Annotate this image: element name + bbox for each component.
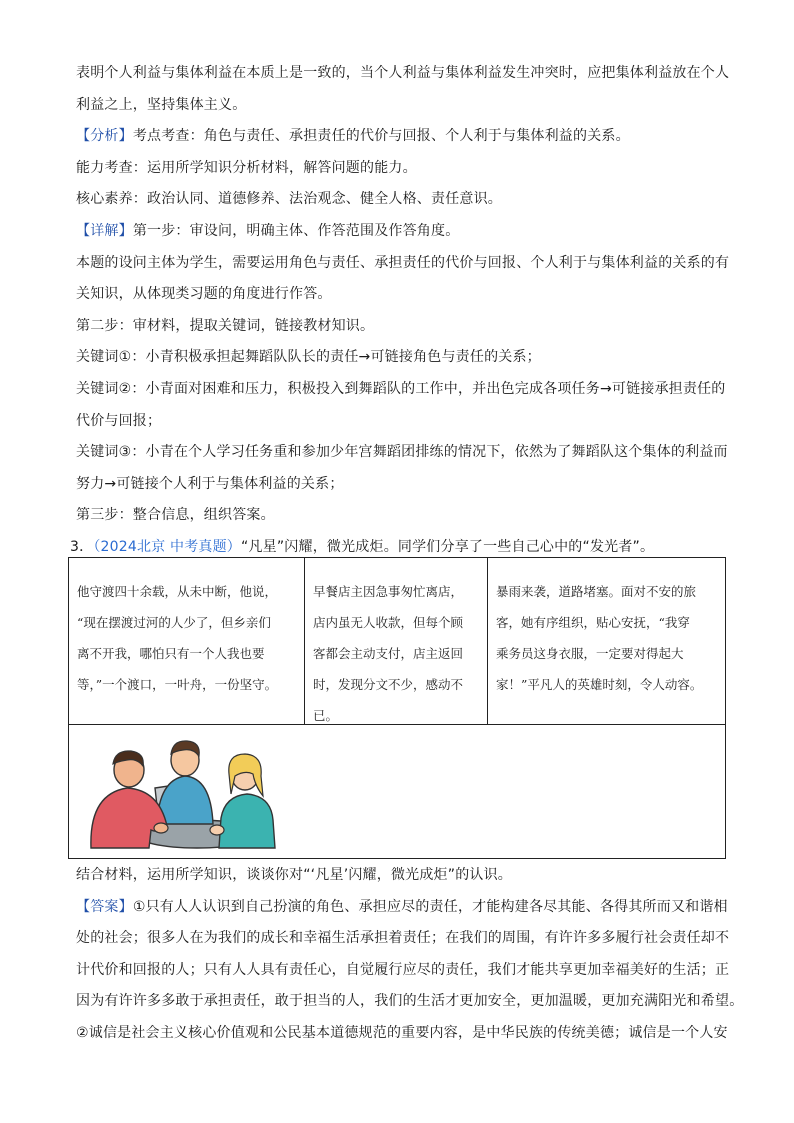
cell-line: 等，”一个渡口，一叶舟，一份坚守。 (77, 677, 278, 692)
detail-text: 第一步：审设问，明确主体、作答范围及作答角度。 (132, 222, 460, 239)
answer-line: 计代价和回报的人；只有人人具有责任心，自觉履行应尽的责任，我们才能共享更加幸福美好的生活；正 (76, 961, 730, 978)
cell-line: 早餐店主因急事匆忙离店， (313, 584, 464, 599)
cell-line: 家！”平凡人的英雄时刻，令人动容。 (496, 677, 703, 692)
question-text: “凡星”闪耀，微光成炬。同学们分享了一些自己心中的“发光者”。 (241, 538, 655, 555)
material-row (69, 558, 725, 725)
answer-line: ②诚信是社会主义核心价值观和公民基本道德规范的重要内容，是中华民族的传统美德；诚信是一个人安 (76, 1024, 728, 1041)
answer-tag: 【答案】 (76, 898, 133, 915)
cell-line: 离不开我，哪怕只有一个人我也要 (77, 646, 265, 661)
answer-section (76, 860, 744, 1050)
cell-line: 店内虽无人收款，但每个顾 (313, 615, 464, 630)
cell-line: 乘务员这身衣服，一定要对得起大 (496, 646, 684, 661)
material-cell-ferryman (69, 558, 305, 724)
question-number: 3． (70, 538, 94, 555)
text-line: 关知识，从体现类习题的角度进行作答。 (76, 286, 332, 303)
text-line: 第三步：整合信息，组织答案。 (76, 507, 275, 524)
prompt-line: 结合材料，运用所学知识，谈谈你对“‘凡星’闪耀，微光成炬”的认识。 (76, 867, 513, 883)
document-body (70, 58, 730, 564)
text-line: 表明个人利益与集体利益在本质上是一致的，当个人利益与集体利益发生冲突时，应把集体利益放在个人 (76, 65, 730, 81)
detail-tag: 【详解】 (76, 222, 133, 239)
answer-line (76, 892, 726, 924)
cell-line: 已。 (313, 708, 339, 723)
cell-line: 客，她有序组织，贴心安抚，“我穿 (496, 615, 690, 630)
people-discussion-illustration (77, 730, 287, 852)
question-source: （2024北京 中考真题） (93, 538, 241, 555)
cell-line: 时，发现分文不少，感动不 (313, 677, 464, 692)
analysis-text: 考点考查：角色与责任、承担责任的代价与回报、个人利于与集体利益的关系。 (132, 128, 630, 145)
answer-line: 因为有许许多多敢于承担责任，敢于担当的人，我们的生活才更加安全，更加温暖，更加充满阳光和希望。 (76, 993, 744, 1010)
detail-line (76, 216, 726, 248)
text-line: 关键词③：小青在个人学习任务重和参加少年宫舞蹈团排练的情况下，依然为了舞蹈队这个集体的利益而 (76, 444, 728, 461)
text-line: 本题的设问主体为学生，需要运用角色与责任、承担责任的代价与回报、个人利于与集体利益的关系的有 (76, 254, 730, 271)
cell-line: 暴雨来袭，道路堵塞。面对不安的旅 (496, 584, 697, 599)
cell-line: “现在摆渡过河的人少了，但乡亲们 (77, 615, 271, 630)
ability-line: 能力考查：运用所学知识分析材料，解答问题的能力。 (76, 159, 417, 176)
material-table (68, 557, 726, 859)
text-line: 关键词②：小青面对困难和压力，积极投入到舞蹈队的工作中，并出色完成各项任务→可链接承担责任的 (76, 380, 726, 397)
cell-line: 他守渡四十余载，从未中断，他说， (77, 584, 278, 599)
analysis-tag: 【分析】 (76, 128, 133, 145)
cell-line: 客都会主动支付，店主返回 (313, 646, 464, 661)
material-cell-breakfast-shop (305, 558, 488, 724)
material-cell-train-attendant (488, 558, 725, 724)
text-line: 利益之上，坚持集体主义。 (76, 96, 247, 113)
text-line: 代价与回报； (76, 412, 162, 429)
analysis-line (76, 121, 726, 153)
text-line: 关键词①：小青积极承担起舞蹈队队长的责任→可链接角色与责任的关系； (76, 349, 541, 366)
literacy-line: 核心素养：政治认同、道德修养、法治观念、健全人格、责任意识。 (76, 191, 502, 208)
answer-text: ①只有人人认识到自己扮演的角色、承担应尽的责任，才能构建各尽其能、各得其所而又和谐相 (132, 898, 728, 915)
text-line: 努力→可链接个人利于与集体利益的关系； (76, 475, 344, 492)
text-line: 第二步：审材料，提取关键词，链接教材知识。 (76, 317, 375, 334)
answer-line: 处的社会；很多人在为我们的成长和幸福生活承担着责任；在我们的周围，有许许多多履行社会责任却不 (76, 930, 730, 947)
